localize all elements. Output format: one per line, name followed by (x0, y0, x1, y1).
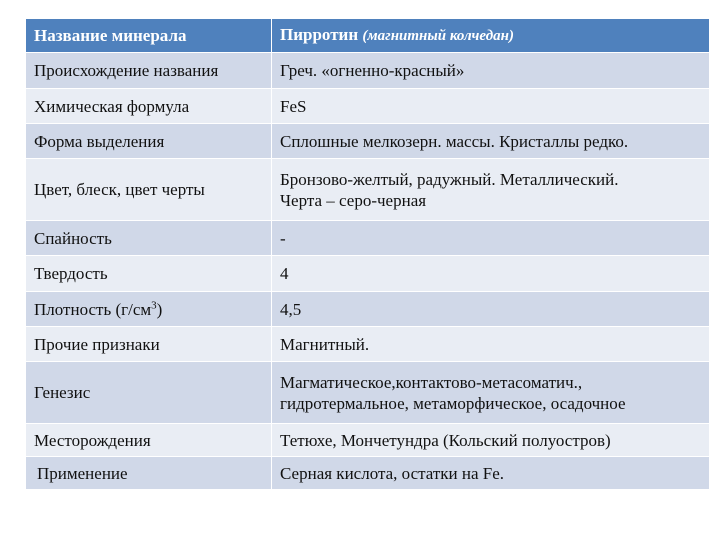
row-label: Цвет, блеск, цвет черты (26, 159, 272, 221)
header-value-cell (272, 19, 710, 53)
row-label: Химическая формула (26, 89, 272, 124)
row-label: Происхождение названия (26, 53, 272, 89)
table-row (26, 327, 710, 362)
density-label: Плотность (г/см (34, 299, 152, 319)
table-row (26, 124, 710, 159)
row-label: Форма выделения (26, 124, 272, 159)
mineral-name-note: (магнитный колчедан) (362, 28, 514, 44)
row-label: Месторождения (26, 424, 272, 457)
row-label: Прочие признаки (26, 327, 272, 362)
row-value-line: Магматическое,контактово-метасоматич., (280, 372, 583, 392)
table-row (26, 424, 710, 457)
table-row (26, 159, 710, 221)
row-label (26, 292, 272, 327)
row-value: Сплошные мелкозерн. массы. Кристаллы редко. (272, 124, 710, 159)
row-value: 4 (272, 256, 710, 292)
table-row (26, 221, 710, 256)
row-value: Серная кислота, остатки на Fe. (272, 457, 710, 490)
row-value: Магнитный. (272, 327, 710, 362)
row-label: Генезис (26, 362, 272, 424)
row-value: 4,5 (272, 292, 710, 327)
table-row (26, 256, 710, 292)
row-label: Твердость (26, 256, 272, 292)
table-row (26, 53, 710, 89)
row-label-text: Применение (37, 463, 128, 483)
table-row (26, 457, 710, 490)
row-value-line: Бронзово-желтый, радужный. Металлический. (280, 169, 619, 189)
row-label (26, 457, 272, 490)
table-row (26, 292, 710, 327)
row-value-line: Черта – серо-черная (280, 190, 427, 210)
mineral-name: Пирротин (280, 25, 359, 44)
header-label: Название минерала (34, 26, 187, 45)
row-label: Спайность (26, 221, 272, 256)
row-value (272, 159, 710, 221)
row-value (272, 362, 710, 424)
table-row (26, 89, 710, 124)
header-label-cell (26, 19, 272, 53)
row-value: Тетюхе, Мончетундра (Кольский полуостров) (272, 424, 710, 457)
mineral-properties-table (25, 18, 710, 490)
density-label-end: ) (156, 299, 163, 319)
table-header-row (26, 19, 710, 53)
row-value: Греч. «огненно-красный» (272, 53, 710, 89)
row-value-line: гидротермальное, метаморфическое, осадочное (280, 393, 626, 413)
table-row (26, 362, 710, 424)
density-label-superscript: 3 (151, 298, 157, 311)
row-value: FeS (272, 89, 710, 124)
row-value: - (272, 221, 710, 256)
